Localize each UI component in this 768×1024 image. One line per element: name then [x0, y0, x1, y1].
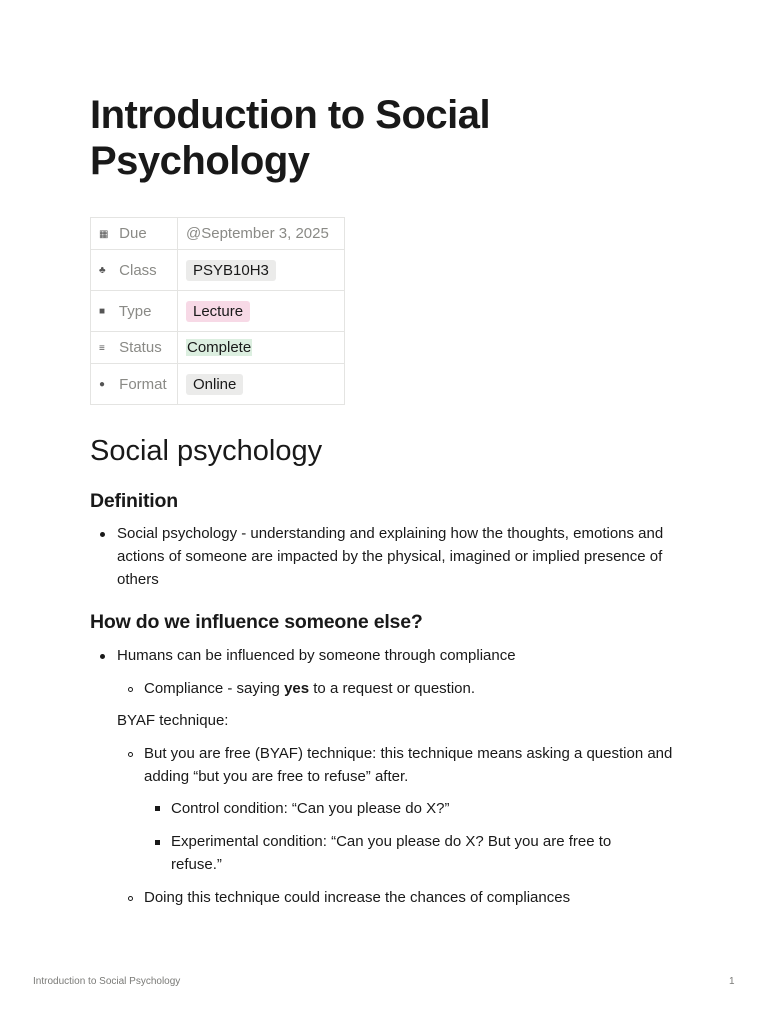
influence-item: Humans can be influenced by someone through compliance — [117, 647, 516, 664]
doing-item: Doing this technique could increase the chances of compliances — [144, 889, 571, 906]
property-label: Class — [119, 261, 157, 279]
property-label: Type — [118, 302, 152, 320]
type-icon: ■ — [99, 306, 106, 318]
property-label: Due — [119, 225, 147, 242]
calendar-icon: ▦ — [99, 228, 109, 240]
definition-text: Social psychology - understanding and explaining how the thoughts, emotions and actions of someone are impacted by the physical, imagined or implied presence of others — [117, 525, 664, 588]
bullet-disc — [100, 532, 105, 537]
footer-title: Introduction to Social Psychology — [33, 976, 181, 987]
definition-heading: Definition — [90, 490, 178, 512]
property-label: Format — [119, 375, 167, 393]
property-row-format — [91, 364, 345, 405]
status-icon: ≡ — [99, 342, 105, 354]
experimental-condition: Experimental condition: “Can you please do X? But you are free to refuse.” — [171, 833, 612, 873]
due-date-value[interactable]: @September 3, 2025 — [186, 225, 329, 242]
bullet-square — [155, 806, 160, 811]
status-value[interactable]: Complete — [187, 339, 252, 356]
page-number: 1 — [729, 976, 735, 987]
bullet-square — [155, 840, 160, 845]
property-row-due — [91, 218, 345, 250]
page-title: Introduction to Social Psychology — [90, 93, 491, 183]
info-icon: ● — [99, 379, 106, 391]
byaf-label: BYAF technique: — [117, 712, 229, 729]
section-heading: Social psychology — [90, 435, 323, 467]
influence-heading: How do we influence someone else? — [90, 611, 423, 633]
compliance-bold-word: yes — [284, 680, 310, 697]
format-tag[interactable]: Online — [186, 374, 243, 395]
bullet-circle — [128, 752, 133, 757]
property-row-status — [91, 332, 345, 364]
property-row-type — [91, 291, 345, 332]
compliance-item: Compliance - saying yes to a request or question. — [144, 680, 476, 697]
bullet-circle — [128, 687, 133, 692]
control-condition: Control condition: “Can you please do X?” — [171, 800, 450, 817]
properties-table — [90, 217, 345, 405]
bullet-disc — [100, 654, 105, 659]
type-tag[interactable]: Lecture — [186, 301, 250, 322]
class-tag[interactable]: PSYB10H3 — [186, 260, 276, 281]
class-icon: ♣ — [99, 265, 106, 277]
property-label: Status — [119, 339, 162, 356]
bullet-circle — [128, 896, 133, 901]
byaf-description: But you are free (BYAF) technique: this technique means asking a question and adding “but you are free to refuse” after. — [144, 745, 673, 785]
property-row-class — [91, 250, 345, 291]
